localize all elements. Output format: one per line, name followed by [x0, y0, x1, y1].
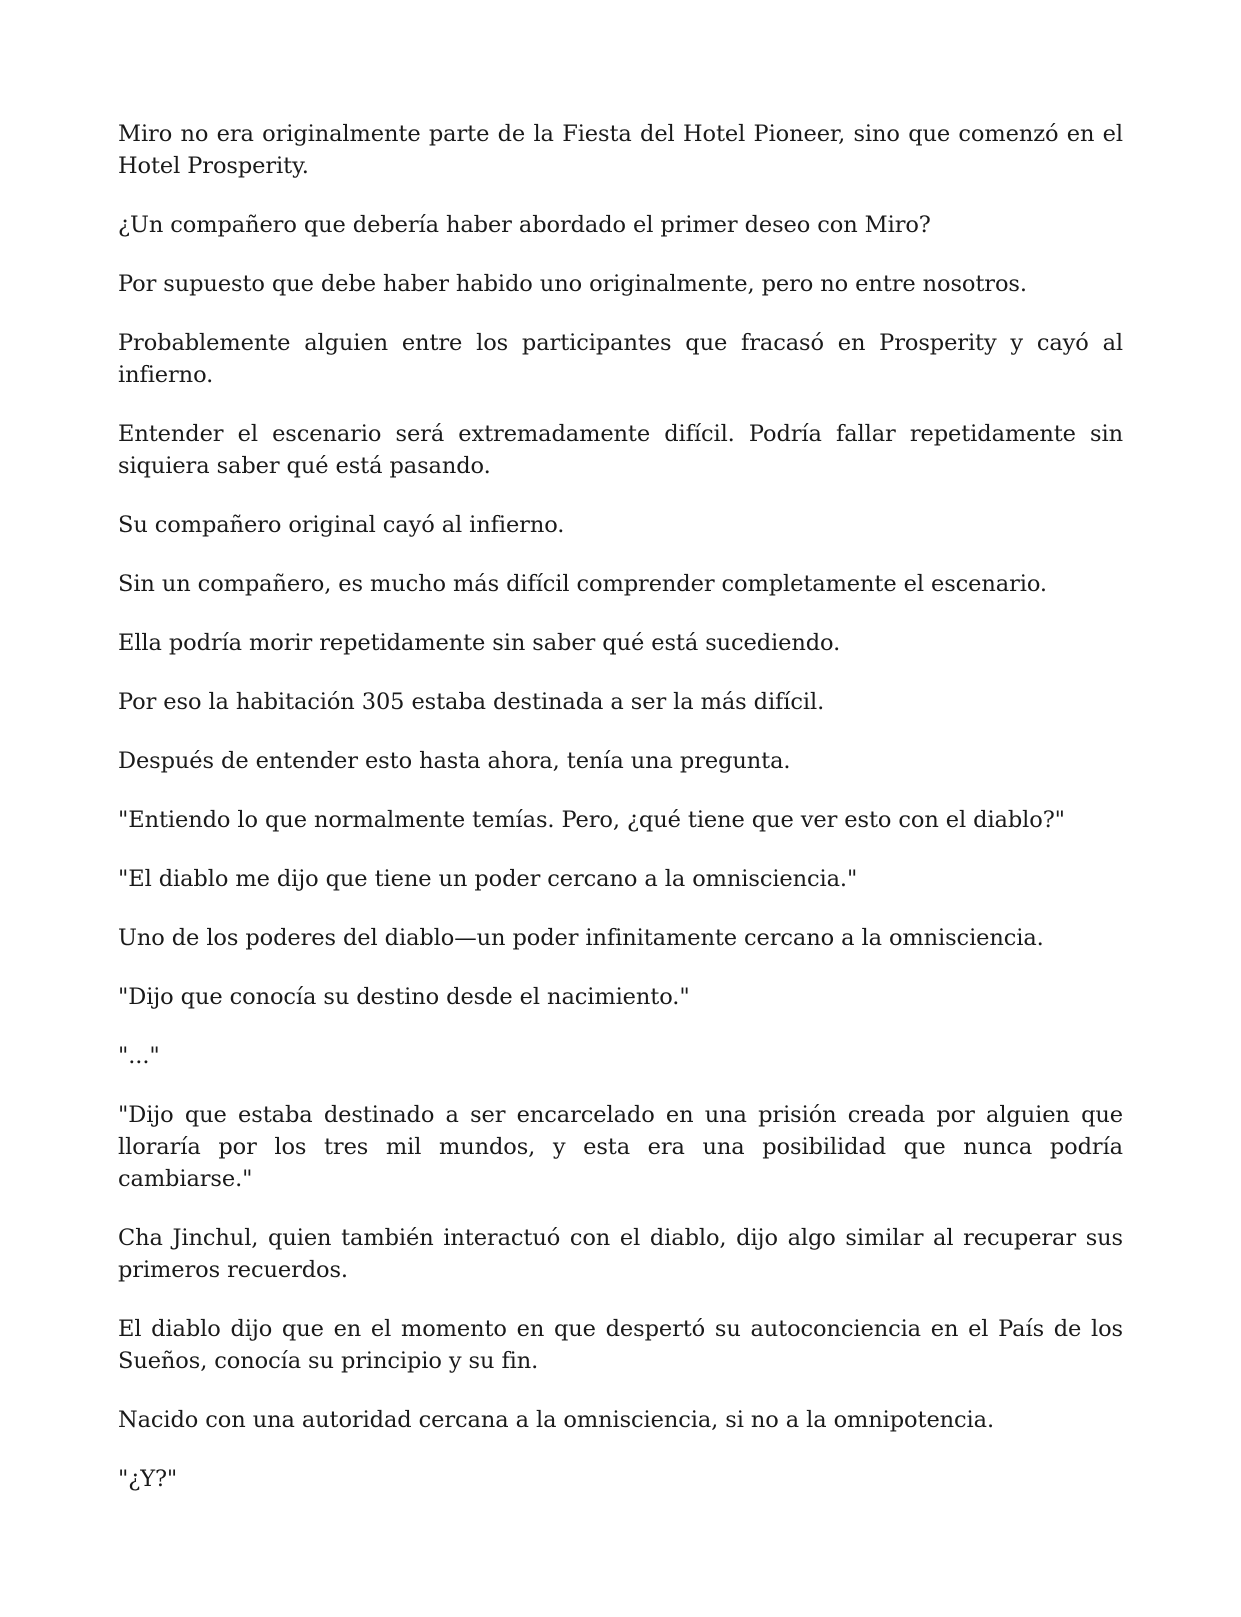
paragraph-7: Sin un compañero, es mucho más difícil comprender completamente el escenario.	[118, 571, 1047, 597]
paragraph-12: "El diablo me dijo que tiene un poder cercano a la omnisciencia."	[118, 866, 858, 892]
paragraph-13: Uno de los poderes del diablo—un poder infinitamente cercano a la omnisciencia.	[118, 925, 1044, 951]
paragraph-18: El diablo dijo que en el momento en que despertó su autoconciencia en el País de los Sueños, conocía su principio y su fin.	[118, 1316, 1123, 1374]
paragraph-9: Por eso la habitación 305 estaba destinada a ser la más difícil.	[118, 689, 825, 715]
paragraph-14: "Dijo que conocía su destino desde el nacimiento."	[118, 984, 690, 1010]
paragraph-15: "..."	[118, 1043, 160, 1069]
paragraph-10: Después de entender esto hasta ahora, tenía una pregunta.	[118, 748, 791, 774]
paragraph-3: Por supuesto que debe haber habido uno originalmente, pero no entre nosotros.	[118, 271, 1027, 297]
paragraph-1: Miro no era originalmente parte de la Fiesta del Hotel Pioneer, sino que comenzó en el Hotel Prosperity.	[118, 121, 1123, 179]
paragraph-6: Su compañero original cayó al infierno.	[118, 512, 565, 538]
paragraph-20: "¿Y?"	[118, 1466, 178, 1492]
paragraph-8: Ella podría morir repetidamente sin saber qué está sucediendo.	[118, 630, 841, 656]
paragraph-5: Entender el escenario será extremadamente difícil. Podría fallar repetidamente sin siquiera saber qué está pasando.	[118, 421, 1123, 479]
document-body	[118, 118, 1123, 1522]
paragraph-11: "Entiendo lo que normalmente temías. Pero, ¿qué tiene que ver esto con el diablo?"	[118, 807, 1065, 833]
paragraph-17: Cha Jinchul, quien también interactuó con el diablo, dijo algo similar al recuperar sus primeros recuerdos.	[118, 1225, 1123, 1283]
paragraph-4: Probablemente alguien entre los participantes que fracasó en Prosperity y cayó al infierno.	[118, 330, 1123, 388]
paragraph-16: "Dijo que estaba destinado a ser encarcelado en una prisión creada por alguien que lloraría por los tres mil mundos, y esta era una posibilidad que nunca podría cambiarse."	[118, 1102, 1123, 1192]
paragraph-2: ¿Un compañero que debería haber abordado el primer deseo con Miro?	[118, 212, 931, 238]
paragraph-19: Nacido con una autoridad cercana a la omnisciencia, si no a la omnipotencia.	[118, 1407, 995, 1433]
